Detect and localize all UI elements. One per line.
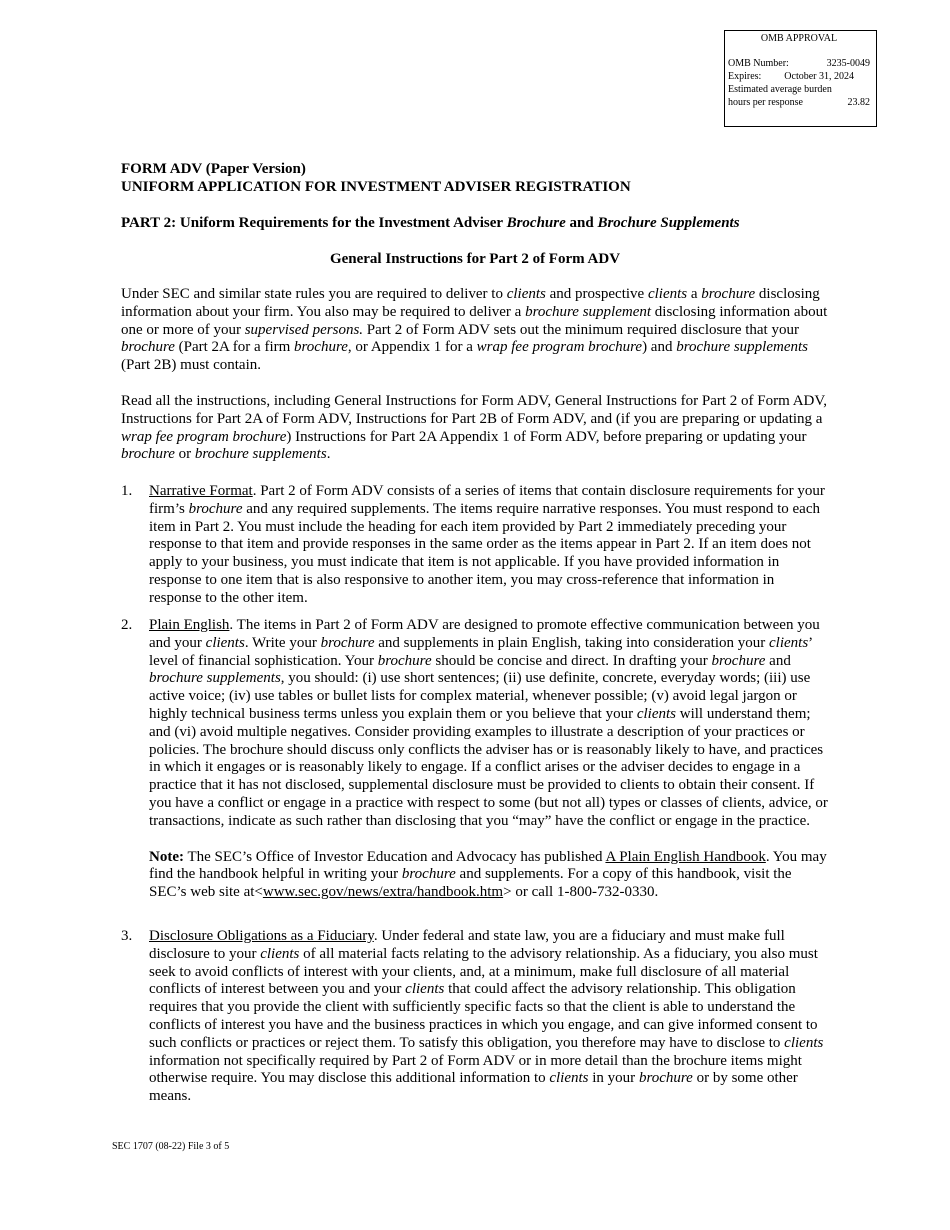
- text-run: and prospective: [545, 286, 648, 302]
- defined-term: clients: [506, 286, 546, 302]
- text-run: in your: [588, 1070, 639, 1087]
- underlined-text: www.sec.gov/news/extra/handbook.htm: [262, 884, 504, 901]
- text-run: .: [326, 446, 331, 463]
- text-run: The SEC’s Office of Investor Education and Advocacy has published: [183, 848, 606, 865]
- item-text: [149, 483, 825, 606]
- text-run: . The items in Part 2 of Form ADV are designed to promote effective communication between you and your: [149, 617, 820, 651]
- plain-english-note: [149, 849, 829, 902]
- form-title-block: [121, 160, 829, 196]
- text-run: disclosing information about your firm. You also may be required to deliver a: [121, 286, 820, 320]
- omb-burden-label: hours per response: [728, 97, 803, 108]
- instruction-item-1: [121, 483, 829, 608]
- text-run: and supplements. For a copy of this handbook, visit the SEC’s web site at<: [149, 866, 792, 901]
- omb-number-value: 3235-0049: [826, 58, 870, 69]
- omb-number-row: [728, 57, 870, 70]
- item-heading: Disclosure Obligations as a Fiduciary: [149, 928, 374, 944]
- omb-expires-value: October 31, 2024: [784, 71, 854, 82]
- instruction-item-3: [121, 928, 829, 1106]
- text-run: , or Appendix 1 for a: [347, 339, 477, 356]
- form-title: FORM ADV (Paper Version): [121, 161, 306, 177]
- defined-term: brochure supplements: [676, 339, 809, 356]
- defined-term: clients: [549, 1070, 589, 1087]
- defined-term: brochure: [121, 339, 175, 356]
- item-body: [149, 483, 829, 608]
- defined-term: brochure supplements: [194, 446, 327, 463]
- item-number: 3.: [121, 928, 133, 944]
- text-run: of all material facts relating to the advisory relationship. As a fiduciary, you also must seek to avoid conflicts of interest with your clients, and, at a minimum, make full disclosure of all material conflicts of interest between you and your: [149, 945, 818, 998]
- omb-number-label: OMB Number:: [728, 58, 789, 69]
- defined-term: brochure: [638, 1070, 693, 1087]
- form-footer: SEC 1707 (08-22) File 3 of 5: [112, 1141, 230, 1152]
- form-subtitle: UNIFORM APPLICATION FOR INVESTMENT ADVISER REGISTRATION: [121, 179, 631, 195]
- item-heading: Plain English: [149, 617, 230, 633]
- text-run: a: [687, 286, 702, 302]
- defined-term: clients: [260, 945, 300, 962]
- text-run: that could affect the advisory relationship. This obligation requires that you provide the client with sufficiently specific facts so that the client is able to understand the conflicts of interest you have and the business practices in which you engage, and can give informed consent to such conflicts or practices or reject them. To satisfy this obligation, you therefore may have to disclose to: [149, 981, 818, 1051]
- text-run: . Write your: [244, 634, 321, 651]
- item-text: [149, 928, 823, 1104]
- omb-burden-value: 23.82: [847, 97, 870, 108]
- underlined-text: A Plain English Handbook: [605, 848, 766, 865]
- text-run: . You may find the handbook helpful in writing your: [149, 848, 827, 883]
- defined-term: brochure: [121, 446, 175, 463]
- defined-term: brochure: [377, 652, 432, 669]
- text-run: . Under federal and state law, you are a fiduciary and must make full disclosure to your: [149, 928, 785, 962]
- omb-approval-box: [724, 30, 877, 127]
- defined-term: brochure: [294, 339, 348, 356]
- text-run: and supplements in plain English, taking into consideration your: [374, 634, 770, 651]
- item-body: [149, 617, 829, 902]
- text-run: (Part 2B) must contain.: [121, 357, 261, 374]
- defined-term: wrap fee program brochure: [476, 339, 643, 356]
- item-number: 2.: [121, 617, 133, 633]
- defined-term: clients: [205, 634, 245, 651]
- part-title-supplements: Brochure Supplements: [597, 215, 740, 231]
- text-run: will understand them; and (vi) avoid multiple negatives. Consider providing examples to illustrate a description of your practices or policies. The brochure should discuss only conflicts the adviser has or is reasonably likely to have, and practices in which it engages or is reasonably likely to engage. If a conflict arises or the adviser decides to engage in a practice that it has not disclosed, supplemental disclosure must be provided to clients to obtain their consent. If you have a conflict or engage in a practice with respect to some (but not all) types or classes of clients, advice, or transactions, indicate as such rather than disclosing that you “may” have the conflict or engage in the practice.: [149, 705, 828, 829]
- part-title-and: and: [565, 215, 598, 231]
- text-run: or by some other means.: [149, 1070, 798, 1105]
- item-text: [149, 617, 828, 829]
- part-title: [121, 214, 829, 232]
- text-run: information not specifically required by Part 2 of Form ADV or in more detail than the brochure items might otherwise require. You may disclose this additional information to: [149, 1052, 802, 1087]
- defined-term: brochure: [320, 634, 375, 651]
- defined-term: clients: [647, 286, 688, 302]
- text-run: (Part 2A for a firm: [174, 339, 295, 356]
- text-run: Read all the instructions, including General Instructions for Form ADV, General Instructions for Part 2 of Form ADV, Instructions for Part 2A of Form ADV, Instructions for Part 2B of Form ADV, and (if you are preparing or updating a: [121, 393, 828, 427]
- part-title-prefix: PART 2: Uniform Requirements for the Investment Adviser: [121, 215, 507, 231]
- defined-term: brochure supplement: [525, 303, 652, 320]
- text-run: ) Instructions for Part 2A Appendix 1 of Form ADV, before preparing or updating your: [286, 428, 807, 445]
- text-run: Part 2 of Form ADV sets out the minimum required disclosure that your: [363, 321, 799, 338]
- text-run: or: [174, 446, 195, 463]
- defined-term: clients: [636, 705, 676, 722]
- item-heading: Narrative Format: [149, 483, 253, 499]
- text-run: ’ level of financial sophistication. Your: [149, 634, 813, 669]
- text-run: should be concise and direct. In drafting your: [431, 652, 712, 669]
- defined-term: brochure: [701, 286, 756, 302]
- text-run: ) and: [642, 339, 677, 356]
- defined-term: brochure supplements: [149, 670, 281, 687]
- part-title-brochure: Brochure: [506, 215, 566, 231]
- bold-label: Note:: [149, 848, 184, 865]
- item-body: [149, 928, 829, 1106]
- defined-term: clients: [405, 981, 445, 998]
- defined-term: clients: [769, 634, 809, 651]
- defined-term: clients: [784, 1034, 824, 1051]
- defined-term: brochure: [711, 652, 766, 669]
- text-run: > or call 1-800-732-0330.: [503, 884, 659, 901]
- text-run: . Part 2 of Form ADV consists of a series of items that contain disclosure requirements for your firm’s: [149, 483, 825, 517]
- defined-term: brochure: [401, 866, 456, 883]
- omb-burden-row: [728, 96, 870, 109]
- general-instructions-title: General Instructions for Part 2 of Form ADV: [329, 251, 621, 267]
- text-run: disclosing information about one or more of your: [121, 303, 828, 338]
- omb-expires-label: Expires:: [728, 71, 762, 82]
- omb-expires-row: [728, 70, 870, 83]
- text-run: , you should: (i) use short sentences; (ii) use definite, concrete, everyday words; (iii) use active voice; (iv) use tables or bullet lists for complex material, whenever possible; (v) avoid legal jargon or highly technical business terms unless you explain them or you believe that your: [149, 670, 811, 722]
- instruction-item-2: [121, 617, 829, 902]
- defined-term: brochure: [188, 500, 243, 517]
- omb-burden-line1: Estimated average burden: [728, 84, 832, 95]
- defined-term: supervised persons.: [244, 321, 364, 338]
- item-number: 1.: [121, 483, 133, 499]
- text-run: Under SEC and similar state rules you are required to deliver to: [121, 286, 507, 302]
- omb-approval-title: OMB APPROVAL: [760, 33, 838, 44]
- text-run: and any required supplements. The items require narrative responses. You must respond to each item in Part 2. You must include the heading for each item provided by Part 2 immediately preceding your response to that item and provide responses in the same order as the items appear in Part 2. If an item does not apply to your business, you must indicate that item is not applicable. If you have provided information in response to one item that is also responsive to another item, you may cross-reference that information in response to the other item.: [149, 500, 820, 606]
- defined-term: wrap fee program brochure: [121, 428, 287, 445]
- intro-paragraph-1: [121, 286, 829, 375]
- intro-paragraph-2: [121, 393, 829, 464]
- text-run: and: [765, 652, 791, 669]
